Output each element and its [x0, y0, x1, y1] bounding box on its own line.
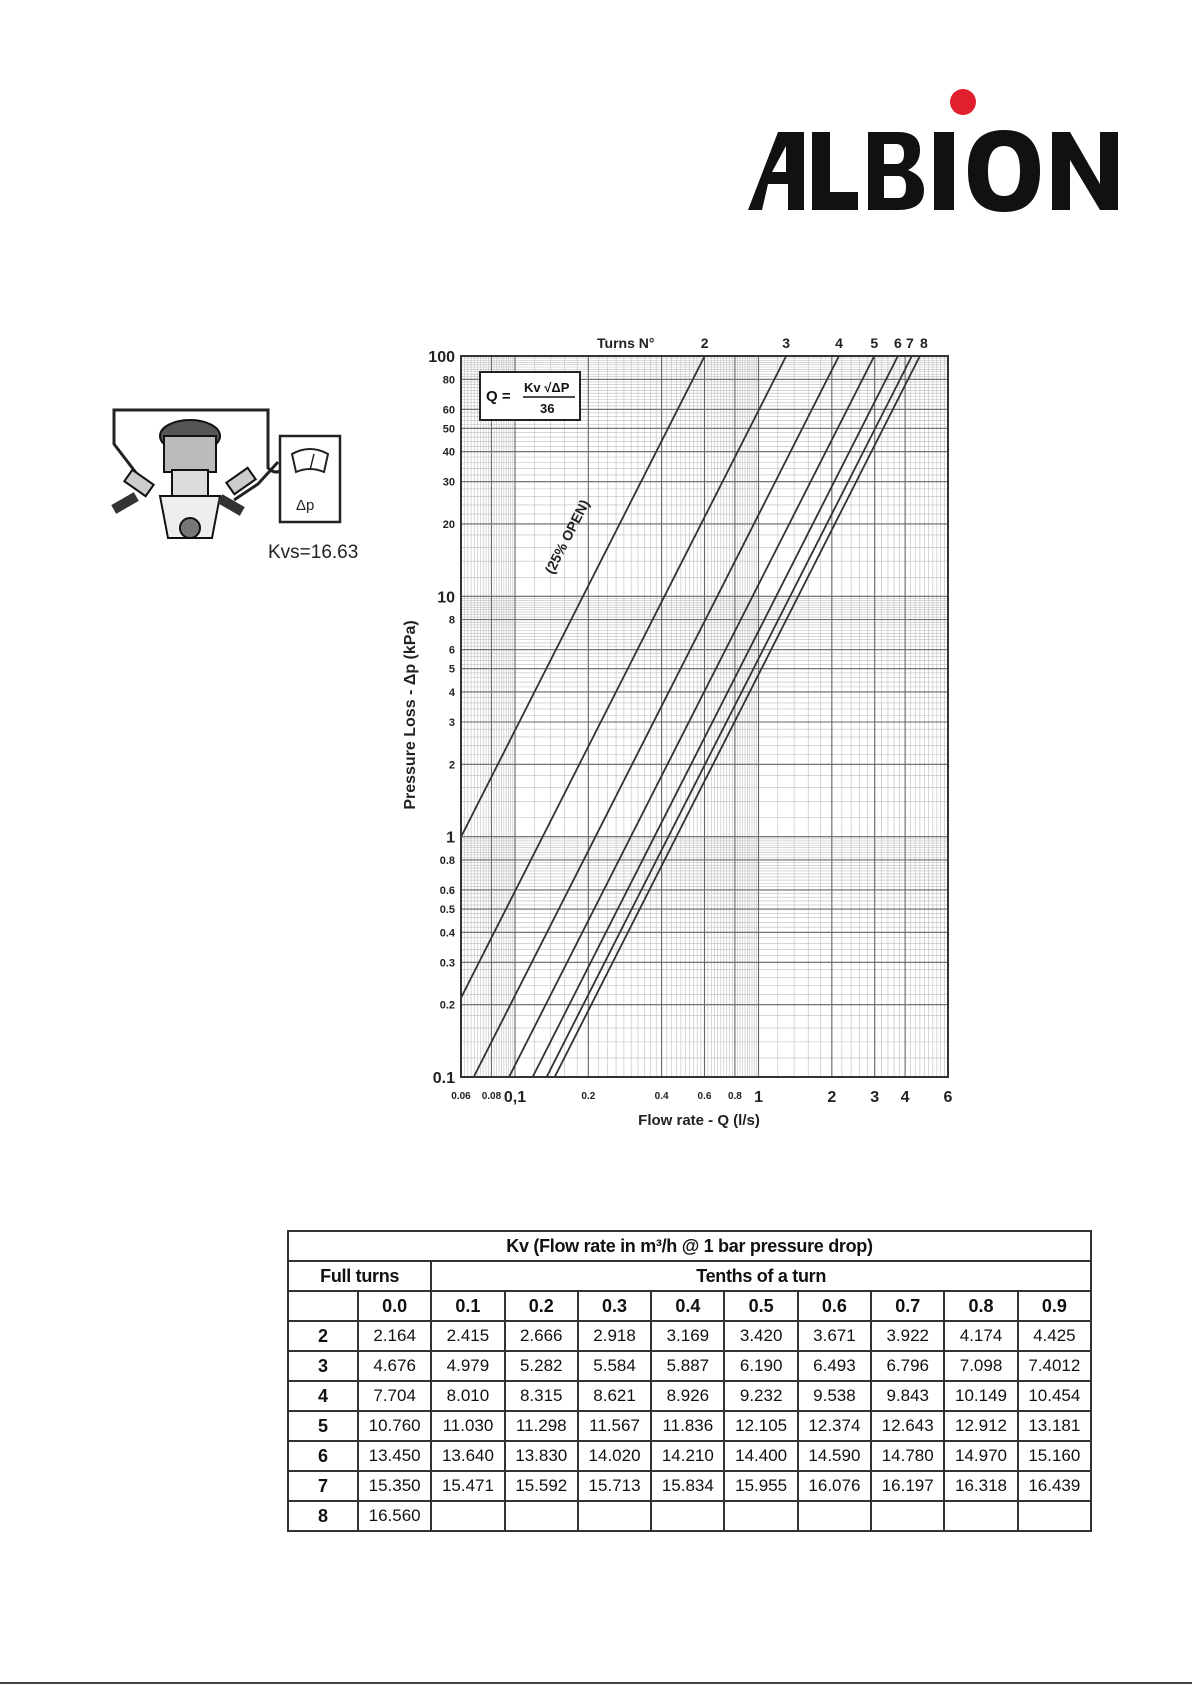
table-row [288, 1381, 1091, 1411]
kv-cell: 13.450 [358, 1441, 431, 1471]
y-tick-labels [428, 349, 456, 1087]
kv-cell: 2.666 [505, 1321, 578, 1351]
kv-cell: 12.374 [798, 1411, 871, 1441]
row-header-turn: 3 [288, 1351, 358, 1381]
kv-cell: 13.181 [1018, 1411, 1091, 1441]
turn-label: 6 [894, 335, 902, 351]
x-tick-label: 0.08 [481, 1091, 502, 1102]
kv-cell: 2.415 [431, 1321, 504, 1351]
kv-cell [505, 1501, 578, 1531]
column-header: 0.7 [871, 1291, 944, 1321]
test-point-left [124, 470, 153, 496]
kv-cell: 11.030 [431, 1411, 504, 1441]
kv-cell: 9.232 [724, 1381, 797, 1411]
kv-cell: 15.955 [724, 1471, 797, 1501]
formula-box [480, 372, 580, 420]
kv-cell: 4.425 [1018, 1321, 1091, 1351]
albion-logo [748, 84, 1122, 214]
column-header: 0.0 [358, 1291, 431, 1321]
row-header-turn: 7 [288, 1471, 358, 1501]
bottom-rule [0, 1682, 1192, 1684]
y-tick-label: 10 [437, 589, 455, 607]
turn-label: 7 [905, 335, 914, 351]
logo-letter-n [1052, 132, 1118, 210]
y-tick-label: 0.5 [439, 904, 455, 917]
drain-right [217, 494, 245, 516]
kv-cell: 14.020 [578, 1441, 651, 1471]
table-row [288, 1321, 1091, 1351]
kv-cell: 15.160 [1018, 1441, 1091, 1471]
logo-letter-b [868, 132, 924, 210]
x-tick-label: 0.4 [654, 1091, 669, 1102]
kv-cell: 15.592 [505, 1471, 578, 1501]
kv-cell: 13.830 [505, 1441, 578, 1471]
kv-cell: 6.493 [798, 1351, 871, 1381]
logo-red-dot [950, 89, 976, 115]
kv-cell: 14.590 [798, 1441, 871, 1471]
kv-cell: 9.843 [871, 1381, 944, 1411]
column-header: 0.8 [944, 1291, 1017, 1321]
pressure-loss-chart [395, 330, 960, 1140]
y-tick-label: 50 [442, 423, 455, 436]
kv-cell: 10.454 [1018, 1381, 1091, 1411]
full-turns-header: Full turns [288, 1261, 431, 1291]
y-tick-label: 5 [448, 663, 455, 676]
kv-cell: 6.190 [724, 1351, 797, 1381]
kv-cell: 7.704 [358, 1381, 431, 1411]
kv-table [287, 1230, 1092, 1532]
column-header: 0.2 [505, 1291, 578, 1321]
kv-cell: 10.760 [358, 1411, 431, 1441]
dp-gauge-label: Δp [296, 497, 315, 514]
y-axis-label: Pressure Loss - Δp (kPa) [402, 620, 419, 810]
kv-cell: 8.315 [505, 1381, 578, 1411]
kv-cell: 15.713 [578, 1471, 651, 1501]
turn-label: 2 [700, 335, 709, 351]
tenths-header: Tenths of a turn [431, 1261, 1091, 1291]
kv-cell [431, 1501, 504, 1531]
row-header-turn: 5 [288, 1411, 358, 1441]
row-header-turn: 4 [288, 1381, 358, 1411]
kv-cell: 3.922 [871, 1321, 944, 1351]
y-tick-label: 30 [442, 476, 455, 489]
y-tick-label: 20 [442, 518, 455, 531]
y-tick-label: 0.2 [439, 999, 455, 1012]
kv-cell: 16.197 [871, 1471, 944, 1501]
kv-cell: 11.836 [651, 1411, 724, 1441]
kv-cell: 4.676 [358, 1351, 431, 1381]
kv-cell: 3.420 [724, 1321, 797, 1351]
kv-cell: 8.010 [431, 1381, 504, 1411]
formula-numerator: Kv √ΔP [524, 380, 570, 395]
logo-letter-o [968, 130, 1040, 212]
y-tick-label: 6 [448, 644, 455, 657]
kv-cell: 16.560 [358, 1501, 431, 1531]
kv-cell [651, 1501, 724, 1531]
kv-cell: 14.780 [871, 1441, 944, 1471]
kv-cell: 5.887 [651, 1351, 724, 1381]
turns-label: Turns N° [597, 335, 655, 351]
kv-cell: 4.174 [944, 1321, 1017, 1351]
kv-cell: 15.350 [358, 1471, 431, 1501]
y-tick-label: 4 [448, 686, 455, 699]
column-header: 0.1 [431, 1291, 504, 1321]
formula-lhs: Q = [486, 388, 511, 405]
logo-letter-l [812, 132, 858, 210]
y-tick-label: 0.4 [439, 927, 455, 940]
corner-cell [288, 1291, 358, 1321]
y-tick-label: 60 [442, 404, 455, 417]
table-row [288, 1351, 1091, 1381]
y-tick-label: 0.6 [439, 884, 455, 897]
kv-cell: 8.926 [651, 1381, 724, 1411]
kv-cell: 14.210 [651, 1441, 724, 1471]
valve-bonnet [164, 436, 216, 472]
turn-labels [701, 335, 928, 351]
kv-cell: 16.076 [798, 1471, 871, 1501]
logo-letter-i [934, 132, 954, 210]
valve-outlet [180, 518, 200, 538]
table-row [288, 1441, 1091, 1471]
valve-diagram [108, 400, 368, 570]
kv-cell [871, 1501, 944, 1531]
y-tick-label: 2 [448, 759, 455, 772]
kv-cell: 11.567 [578, 1411, 651, 1441]
column-header: 0.9 [1018, 1291, 1091, 1321]
x-tick-label: 1 [754, 1089, 763, 1106]
kv-cell: 6.796 [871, 1351, 944, 1381]
kv-cell [944, 1501, 1017, 1531]
y-tick-label: 40 [442, 446, 455, 459]
column-header: 0.5 [724, 1291, 797, 1321]
kv-cell: 5.282 [505, 1351, 578, 1381]
kv-cell [578, 1501, 651, 1531]
drain-left [111, 492, 139, 514]
x-tick-label: 0.6 [697, 1091, 712, 1102]
kv-cell: 2.164 [358, 1321, 431, 1351]
kv-cell: 12.912 [944, 1411, 1017, 1441]
column-header: 0.4 [651, 1291, 724, 1321]
x-tick-label: 4 [900, 1089, 910, 1106]
turn-label: 8 [920, 335, 928, 351]
kv-cell: 12.643 [871, 1411, 944, 1441]
column-header: 0.3 [578, 1291, 651, 1321]
kv-cell: 7.4012 [1018, 1351, 1091, 1381]
y-tick-label: 0.3 [439, 957, 455, 970]
column-header: 0.6 [798, 1291, 871, 1321]
x-tick-label: 6 [943, 1089, 953, 1106]
kvs-label: Kvs=16.63 [268, 542, 359, 563]
table-row [288, 1501, 1091, 1531]
kv-cell: 13.640 [431, 1441, 504, 1471]
x-tick-label: 3 [870, 1089, 880, 1106]
y-tick-label: 1 [446, 829, 455, 847]
turn-label: 3 [782, 335, 791, 351]
x-tick-label: 0.06 [451, 1091, 471, 1102]
kv-cell: 15.471 [431, 1471, 504, 1501]
y-tick-label: 8 [448, 614, 455, 627]
kv-cell [798, 1501, 871, 1531]
kv-cell: 9.538 [798, 1381, 871, 1411]
kv-cell: 2.918 [578, 1321, 651, 1351]
kv-cell: 14.970 [944, 1441, 1017, 1471]
kv-cell: 10.149 [944, 1381, 1017, 1411]
kv-cell: 11.298 [505, 1411, 578, 1441]
row-header-turn: 2 [288, 1321, 358, 1351]
table-row [288, 1471, 1091, 1501]
kv-cell: 3.671 [798, 1321, 871, 1351]
y-tick-label: 3 [448, 716, 455, 729]
kv-cell: 5.584 [578, 1351, 651, 1381]
row-header-turn: 6 [288, 1441, 358, 1471]
y-tick-label: 100 [428, 349, 455, 366]
kv-cell [1018, 1501, 1091, 1531]
x-axis-label: Flow rate - Q (l/s) [638, 1112, 760, 1129]
x-tick-label: 0.8 [727, 1091, 742, 1102]
y-tick-label: 0.1 [432, 1070, 455, 1087]
column-header-row [288, 1291, 1091, 1321]
annotation-25-open: (25% OPEN) [541, 496, 593, 577]
kv-cell: 8.621 [578, 1381, 651, 1411]
x-tick-label: 0,1 [503, 1089, 527, 1106]
kv-cell: 16.439 [1018, 1471, 1091, 1501]
turn-label: 4 [835, 335, 843, 351]
kv-cell: 3.169 [651, 1321, 724, 1351]
kv-cell: 14.400 [724, 1441, 797, 1471]
x-tick-labels [451, 1089, 952, 1106]
kv-cell: 12.105 [724, 1411, 797, 1441]
kv-cell: 16.318 [944, 1471, 1017, 1501]
kv-cell: 15.834 [651, 1471, 724, 1501]
kv-cell: 4.979 [431, 1351, 504, 1381]
table-row [288, 1411, 1091, 1441]
y-tick-label: 80 [442, 374, 455, 387]
turn-label: 5 [870, 335, 879, 351]
formula-denominator: 36 [540, 401, 555, 416]
x-tick-label: 0.2 [581, 1091, 596, 1102]
kv-cell: 7.098 [944, 1351, 1017, 1381]
kv-cell [724, 1501, 797, 1531]
kv-table-title: Kv (Flow rate in m³/h @ 1 bar pressure drop) [288, 1231, 1091, 1261]
y-tick-label: 0.8 [439, 854, 455, 867]
row-header-turn: 8 [288, 1501, 358, 1531]
x-tick-label: 2 [827, 1089, 837, 1106]
